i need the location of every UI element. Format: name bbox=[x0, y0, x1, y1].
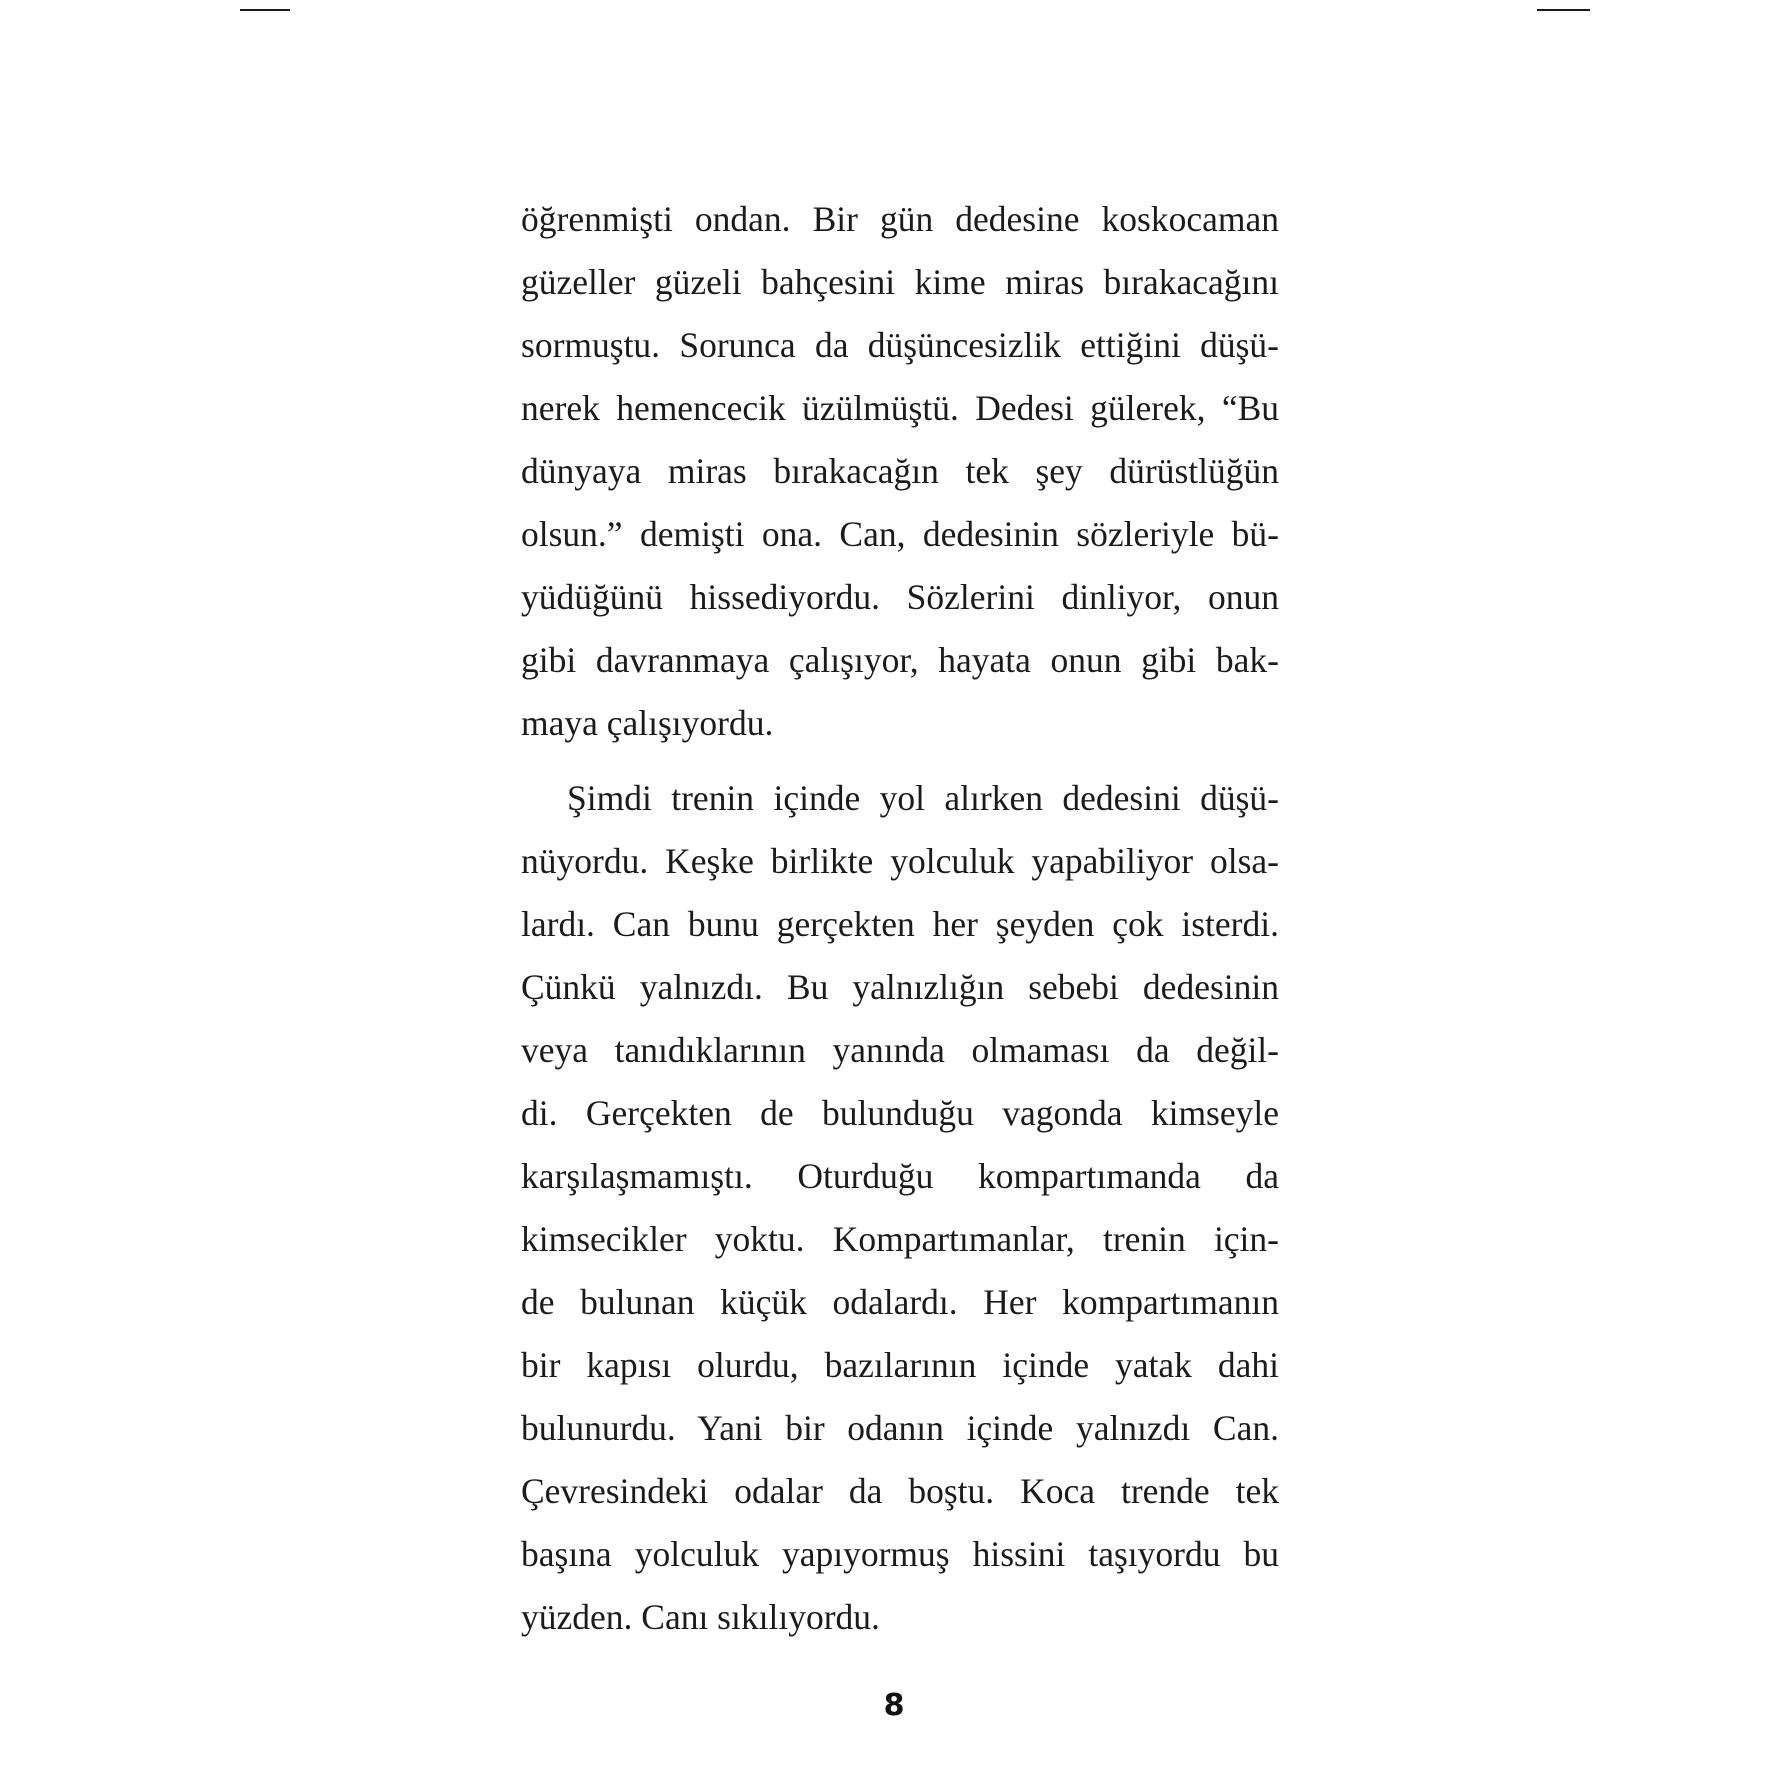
text-line: gibi davranmaya çalışıyor, hayata onun gibi bak- bbox=[521, 640, 1279, 680]
text-line: di. Gerçekten de bulunduğu vagonda kimseyle bbox=[521, 1093, 1279, 1133]
text-line: olsun.” demişti ona. Can, dedesinin sözleriyle bü- bbox=[521, 514, 1279, 554]
page-number: 8 bbox=[883, 1688, 905, 1723]
text-line: güzeller güzeli bahçesini kime miras bırakacağını bbox=[521, 262, 1279, 302]
text-line: maya çalışıyordu. bbox=[521, 703, 774, 743]
text-line: nüyordu. Keşke birlikte yolculuk yapabiliyor olsa- bbox=[521, 841, 1279, 881]
text-line: veya tanıdıklarının yanında olmaması da değil- bbox=[521, 1030, 1279, 1070]
text-line: bulunurdu. Yani bir odanın içinde yalnızdı Can. bbox=[521, 1408, 1279, 1448]
text-line: yüzden. Canı sıkılıyordu. bbox=[521, 1597, 880, 1637]
text-line: karşılaşmamıştı. Oturduğu kompartımanda da bbox=[521, 1156, 1279, 1196]
text-line: Şimdi trenin içinde yol alırken dedesini düşü- bbox=[567, 778, 1279, 818]
text-line: kimsecikler yoktu. Kompartımanlar, trenin için- bbox=[521, 1219, 1279, 1259]
text-line: bir kapısı olurdu, bazılarının içinde yatak dahi bbox=[521, 1345, 1279, 1385]
paragraph-2 bbox=[521, 767, 1279, 1649]
text-line: sormuştu. Sorunca da düşüncesizlik ettiğini düşü- bbox=[521, 325, 1279, 365]
text-line: yüdüğünü hissediyordu. Sözlerini dinliyor, onun bbox=[521, 577, 1279, 617]
text-line: Çevresindeki odalar da boştu. Koca trende tek bbox=[521, 1471, 1279, 1511]
text-line: öğrenmişti ondan. Bir gün dedesine koskocaman bbox=[521, 199, 1279, 239]
text-line: de bulunan küçük odalardı. Her kompartımanın bbox=[521, 1282, 1279, 1322]
text-line: Çünkü yalnızdı. Bu yalnızlığın sebebi dedesinin bbox=[521, 967, 1279, 1007]
crop-mark-left bbox=[240, 9, 290, 11]
text-line: başına yolculuk yapıyormuş hissini taşıyordu bu bbox=[521, 1534, 1279, 1574]
body-text bbox=[521, 188, 1279, 1649]
text-line: dünyaya miras bırakacağın tek şey dürüstlüğün bbox=[521, 451, 1279, 491]
text-line: nerek hemencecik üzülmüştü. Dedesi gülerek, “Bu bbox=[521, 388, 1279, 428]
crop-mark-right bbox=[1537, 9, 1590, 11]
text-line: lardı. Can bunu gerçekten her şeyden çok isterdi. bbox=[521, 904, 1279, 944]
paragraph-1 bbox=[521, 188, 1279, 755]
paragraph-gap bbox=[521, 755, 1279, 767]
